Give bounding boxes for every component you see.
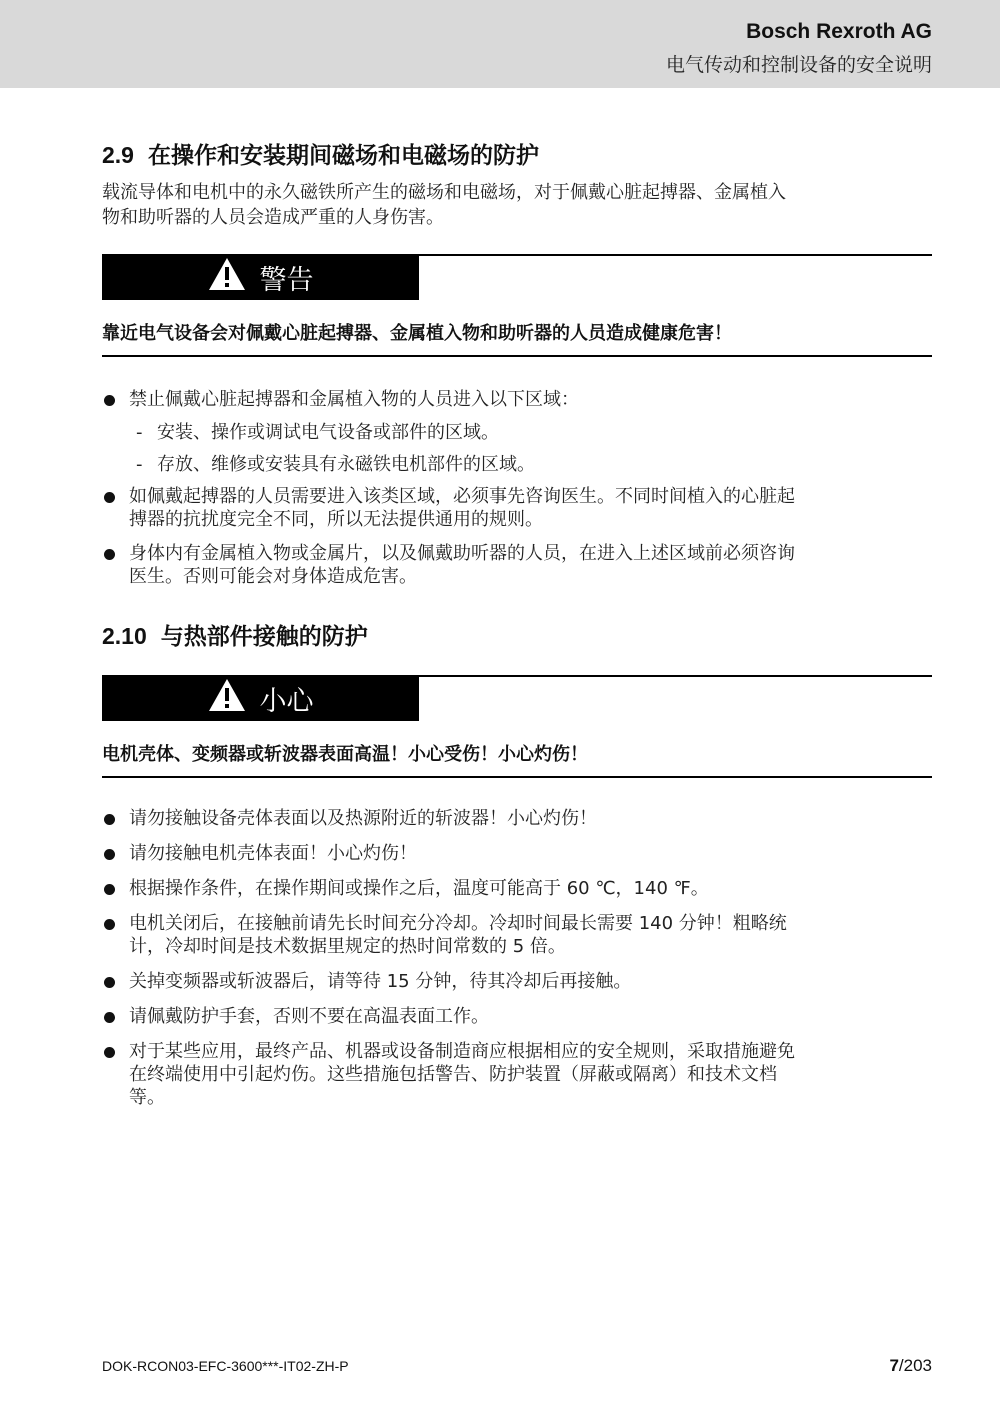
- list-item: 根据操作条件，在操作期间或操作之后，温度可能高于 60 ℃，140 ℉。: [102, 877, 932, 900]
- warning-label: 警告: [259, 264, 314, 296]
- company-name: Bosch Rexroth AG: [746, 20, 932, 43]
- warning-label-block: [102, 254, 419, 300]
- current-page: 7: [889, 1356, 899, 1375]
- section-number: 2.10: [102, 623, 147, 649]
- warning-bottom-rule: [102, 355, 932, 357]
- caution-top-rule: [419, 675, 932, 677]
- section-2-10-list: [102, 807, 932, 1109]
- page-header: [0, 0, 1000, 88]
- warning-triangle-icon: [208, 678, 246, 719]
- caution-label-block: [102, 675, 419, 721]
- section-2-9-heading: [102, 137, 539, 170]
- total-pages: /203: [898, 1356, 932, 1375]
- list-item: 请勿接触设备壳体表面以及热源附近的斩波器！小心灼伤！: [102, 807, 932, 830]
- section-number: 2.9: [102, 142, 134, 168]
- list-item: 禁止佩戴心脏起搏器和金属植入物的人员进入以下区域：: [102, 388, 932, 411]
- warning-message: 靠近电气设备会对佩戴心脏起搏器、金属植入物和助听器的人员造成健康危害！: [102, 323, 732, 344]
- document-id: DOK-RCON03-EFC-3600***-IT02-ZH-P: [102, 1358, 349, 1374]
- section-2-10-heading: [102, 618, 368, 651]
- list-item: 电机关闭后，在接触前请先长时间充分冷却。冷却时间最长需要 140 分钟！粗略统 计，冷却时间是技术数据里规定的热时间常数的 5 倍。: [102, 912, 932, 958]
- warning-triangle-icon: [208, 257, 246, 298]
- sub-list-item: - 存放、维修或安装具有永磁铁电机部件的区域。: [136, 454, 535, 475]
- page-number: [889, 1356, 932, 1376]
- section-2-9-list: [102, 388, 932, 588]
- list-item: 请佩戴防护手套，否则不要在高温表面工作。: [102, 1005, 932, 1028]
- section-title: 在操作和安装期间磁场和电磁场的防护: [147, 143, 539, 169]
- list-item: 身体内有金属植入物或金属片，以及佩戴助听器的人员，在进入上述区域前必须咨询 医生。否则可能会对身体造成危害。: [102, 542, 932, 588]
- intro-line: 载流导体和电机中的永久磁铁所产生的磁场和电磁场，对于佩戴心脏起搏器、金属植入: [102, 182, 786, 203]
- list-item: 请勿接触电机壳体表面！小心灼伤！: [102, 842, 932, 865]
- list-item: 对于某些应用，最终产品、机器或设备制造商应根据相应的安全规则，采取措施避免 在终端使用中引起灼伤。这些措施包括警告、防护装置（屏蔽或隔离）和技术文档 等。: [102, 1040, 932, 1109]
- warning-box: [102, 254, 932, 300]
- list-item: 关掉变频器或斩波器后，请等待 15 分钟，待其冷却后再接触。: [102, 970, 932, 993]
- section-2-9-intro: [102, 180, 932, 230]
- caution-bottom-rule: [102, 776, 932, 778]
- caution-message: 电机壳体、变频器或斩波器表面高温！小心受伤！小心灼伤！: [102, 744, 588, 765]
- sub-list-item: - 安装、操作或调试电气设备或部件的区域。: [136, 422, 499, 443]
- warning-top-rule: [419, 254, 932, 256]
- caution-label: 小心: [259, 685, 314, 717]
- intro-line: 物和助听器的人员会造成严重的人身伤害。: [102, 207, 444, 228]
- section-title: 与热部件接触的防护: [160, 624, 368, 650]
- caution-box: [102, 675, 932, 721]
- document-subtitle: 电气传动和控制设备的安全说明: [665, 54, 932, 76]
- list-item: 如佩戴起搏器的人员需要进入该类区域，必须事先咨询医生。不同时间植入的心脏起 搏器的抗扰度完全不同，所以无法提供通用的规则。: [102, 485, 932, 531]
